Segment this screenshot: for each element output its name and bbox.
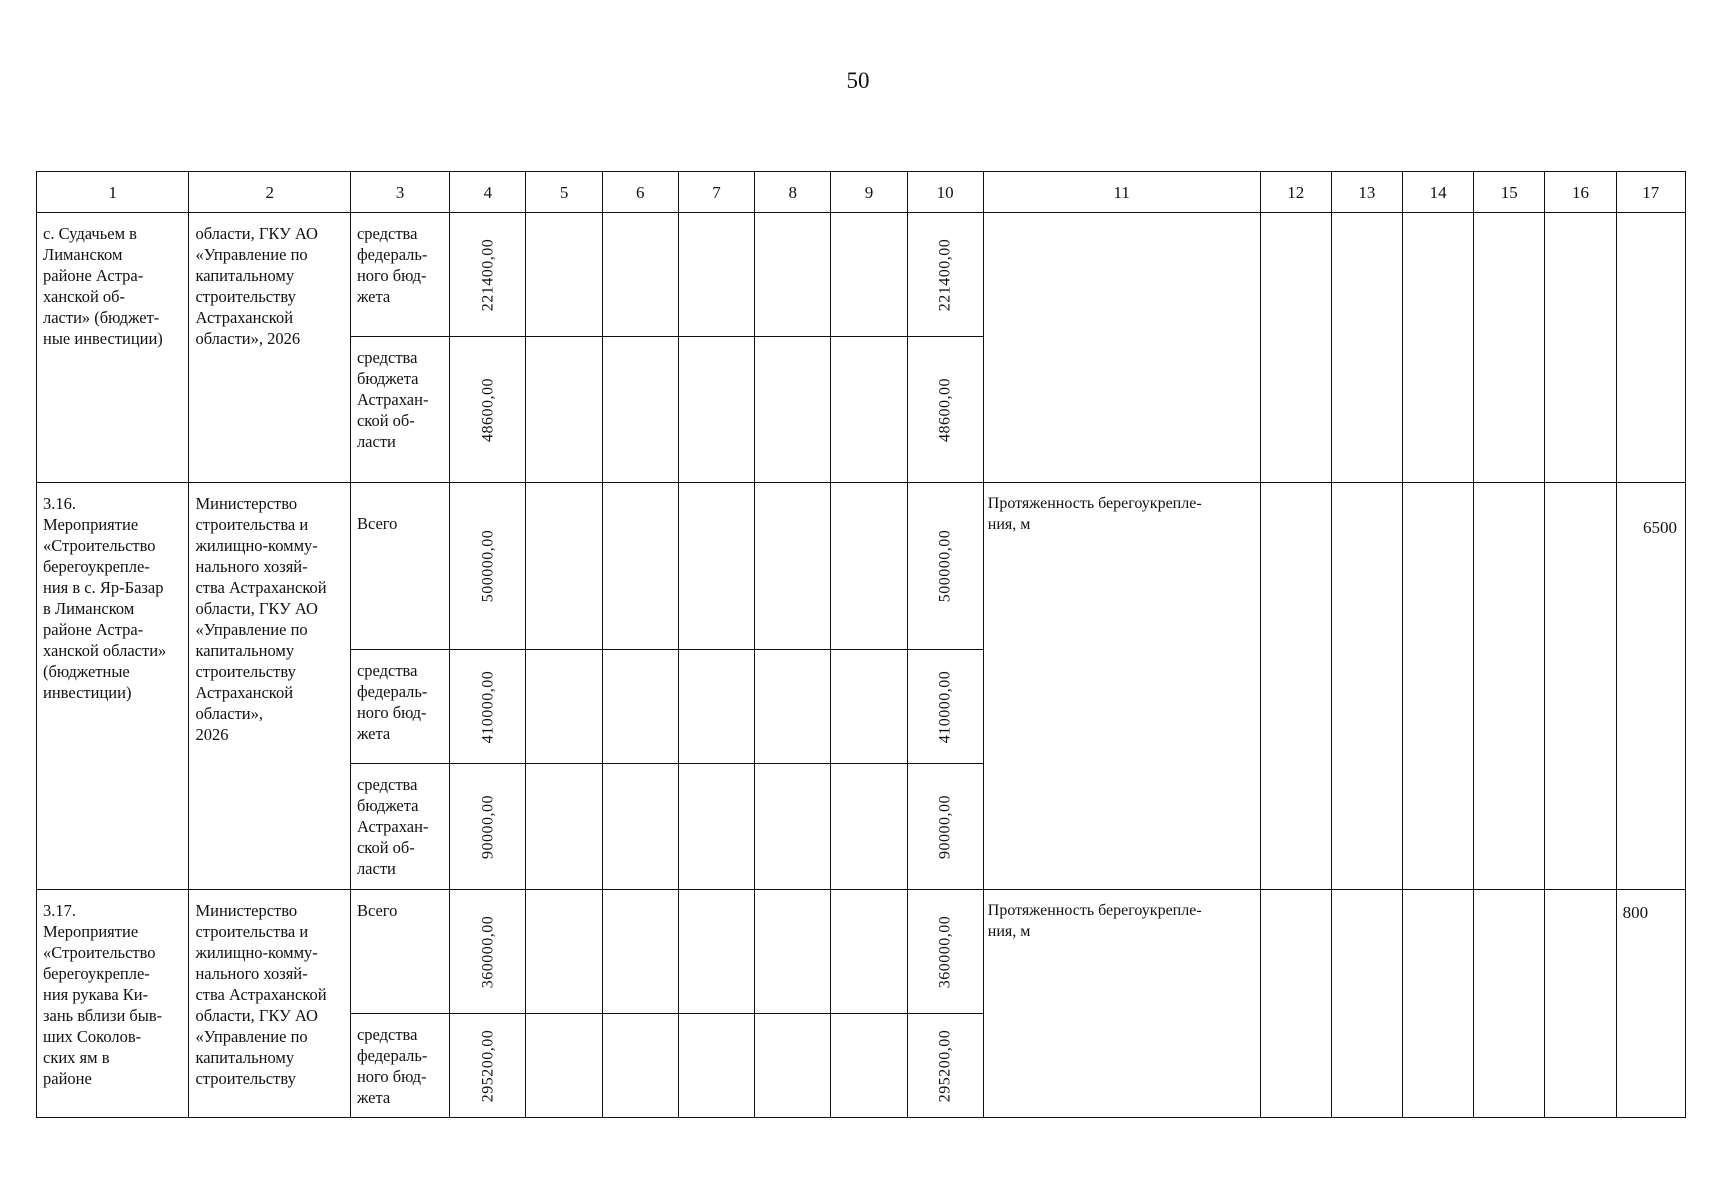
- funding-source-cell: средства федераль- ного бюд- жета: [350, 1014, 449, 1118]
- header-row: [37, 172, 1686, 213]
- funding-source-cell: средства федераль- ного бюд- жета: [350, 650, 449, 764]
- executor-cell: области, ГКУ АО «Управление по капитальному строительству Астраханской области», 2026: [189, 213, 350, 483]
- target-cell: 6500: [1616, 483, 1685, 890]
- column-header-9: 9: [831, 172, 907, 213]
- table-row: [37, 890, 1686, 1014]
- amount-value: 360000,00: [936, 915, 954, 988]
- amount-value: 295200,00: [479, 1029, 497, 1102]
- column-header-16: 16: [1545, 172, 1616, 213]
- amount-col10-cell: [907, 890, 983, 1014]
- column-header-17: 17: [1616, 172, 1685, 213]
- executor-cell: Министерство строительства и жилищно-комму- нального хозяй- ства Астраханской области, ГКУ АО «Управление по капитальному строительству: [189, 890, 350, 1118]
- page-number: 50: [846, 68, 870, 93]
- amount-value: 90000,00: [479, 794, 497, 859]
- amount-value: 48600,00: [479, 377, 497, 442]
- measure-cell: 3.17. Мероприятие «Строительство берегоукрепле- ния рукава Ки- зань вблизи быв- ших Соколов- ских ям в районе: [37, 890, 189, 1118]
- amount-col10-cell: [907, 483, 983, 650]
- funding-source-cell: средства бюджета Астрахан- ской об- ласти: [350, 337, 449, 483]
- amount-value: 48600,00: [936, 377, 954, 442]
- column-header-14: 14: [1403, 172, 1474, 213]
- executor-cell: Министерство строительства и жилищно-комму- нального хозяй- ства Астраханской области, ГКУ АО «Управление по капитальному строительству Астраханской области», 2026: [189, 483, 350, 890]
- amount-col4-cell: [450, 483, 526, 650]
- indicator-cell: Протяженность берегоукрепле- ния, м: [983, 483, 1260, 890]
- column-header-8: 8: [755, 172, 831, 213]
- amount-col10-cell: [907, 337, 983, 483]
- target-cell: [1616, 213, 1685, 483]
- amount-value: 221400,00: [936, 238, 954, 311]
- column-header-7: 7: [678, 172, 754, 213]
- indicator-cell: [983, 213, 1260, 483]
- column-header-10: 10: [907, 172, 983, 213]
- amount-value: 500000,00: [936, 529, 954, 603]
- funding-source-cell: Всего: [350, 890, 449, 1014]
- amount-col10-cell: [907, 764, 983, 890]
- indicator-cell: Протяженность берегоукрепле- ния, м: [983, 890, 1260, 1118]
- column-header-2: 2: [189, 172, 350, 213]
- amount-col4-cell: [450, 764, 526, 890]
- table-row: [37, 483, 1686, 650]
- target-cell: 800: [1616, 890, 1685, 1118]
- amount-col10-cell: [907, 213, 983, 337]
- amount-col4-cell: [450, 890, 526, 1014]
- amount-col4-cell: [450, 213, 526, 337]
- amount-value: 410000,00: [479, 670, 497, 743]
- amount-col4-cell: [450, 1014, 526, 1118]
- column-header-12: 12: [1260, 172, 1331, 213]
- column-header-5: 5: [526, 172, 602, 213]
- amount-value: 360000,00: [479, 915, 497, 988]
- amount-value: 410000,00: [936, 670, 954, 743]
- budget-table: [36, 171, 1686, 1118]
- column-header-11: 11: [983, 172, 1260, 213]
- funding-source-cell: средства федераль- ного бюд- жета: [350, 213, 449, 337]
- measure-cell: 3.16. Мероприятие «Строительство берегоукрепле- ния в с. Яр-Базар в Лиманском районе Астра- ханской области» (бюджетные инвестиции): [37, 483, 189, 890]
- amount-value: 295200,00: [936, 1029, 954, 1102]
- column-header-13: 13: [1331, 172, 1402, 213]
- funding-source-cell: Всего: [350, 483, 449, 650]
- amount-value: 221400,00: [479, 238, 497, 311]
- column-header-4: 4: [450, 172, 526, 213]
- column-header-15: 15: [1474, 172, 1545, 213]
- column-header-6: 6: [602, 172, 678, 213]
- column-header-1: 1: [37, 172, 189, 213]
- funding-source-cell: средства бюджета Астрахан- ской об- ласти: [350, 764, 449, 890]
- amount-value: 90000,00: [936, 794, 954, 859]
- measure-cell: с. Судачьем в Лиманском районе Астра- ханской об- ласти» (бюджет- ные инвестиции): [37, 213, 189, 483]
- column-header-3: 3: [350, 172, 449, 213]
- table-row: [37, 213, 1686, 337]
- amount-col4-cell: [450, 650, 526, 764]
- amount-col4-cell: [450, 337, 526, 483]
- amount-value: 500000,00: [479, 529, 497, 603]
- amount-col10-cell: [907, 650, 983, 764]
- amount-col10-cell: [907, 1014, 983, 1118]
